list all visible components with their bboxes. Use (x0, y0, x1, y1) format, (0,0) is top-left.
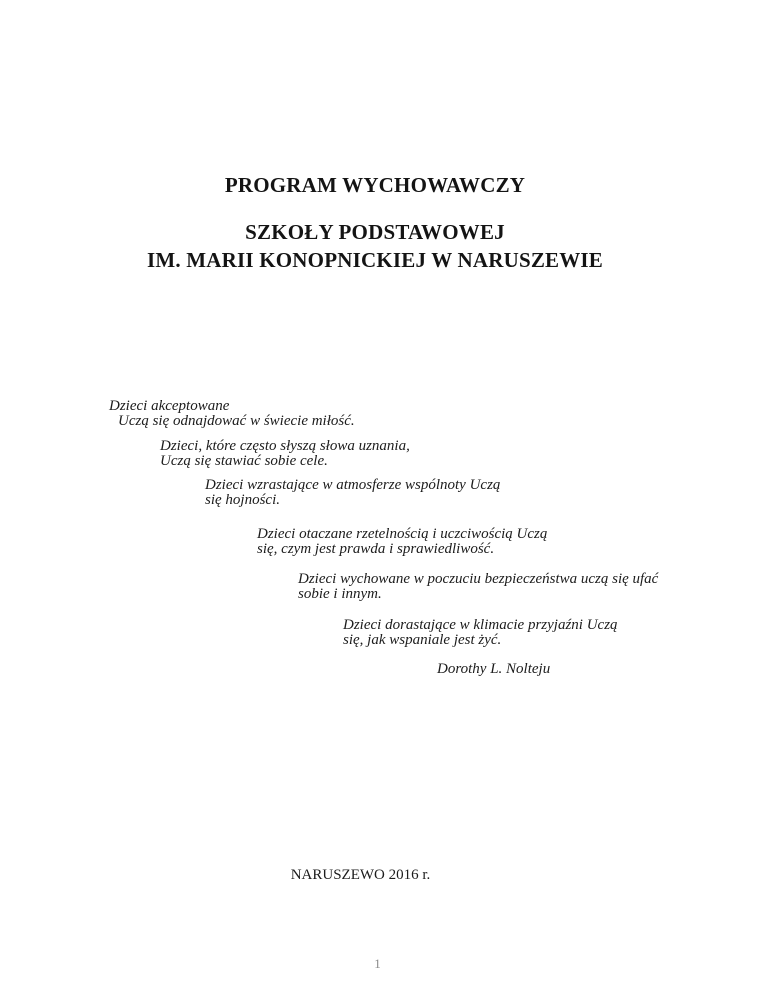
quote-line: Uczą się stawiać sobie cele. (160, 453, 328, 469)
document-title-block (0, 172, 750, 274)
quote-block (109, 399, 728, 677)
place-year-line: NARUSZEWO 2016 r. (290, 867, 431, 883)
quote-line: się hojności. (205, 492, 280, 508)
document-title-line-1: PROGRAM WYCHOWAWCZY (224, 173, 526, 197)
quote-stanza-5 (298, 572, 728, 602)
quote-line: Dzieci akceptowane (109, 398, 230, 414)
document-title-line-2: SZKOŁY PODSTAWOWEJ (245, 220, 505, 244)
quote-line: Dzieci wychowane w poczuciu bezpieczeństwa uczą się ufać (298, 571, 659, 587)
document-title-line-3: IM. MARII KONOPNICKIEJ W NARUSZEWIE (146, 248, 604, 272)
quote-stanza-6 (343, 618, 728, 648)
quote-line: Uczą się odnajdować w świecie miłość. (118, 413, 355, 429)
quote-line: Dzieci, które często słyszą słowa uznania, (160, 438, 410, 454)
quote-line: sobie i innym. (298, 586, 382, 602)
quote-stanza-4 (257, 527, 728, 557)
quote-line: się, jak wspaniale jest żyć. (343, 632, 502, 648)
quote-stanza-2 (160, 439, 728, 469)
quote-line: Dzieci otaczane rzetelnością i uczciwością Uczą (257, 526, 548, 542)
quote-stanza-3 (205, 478, 728, 508)
quote-attribution: Dorothy L. Nolteju (437, 661, 551, 677)
page-number: 1 (374, 956, 381, 971)
quote-line: się, czym jest prawda i sprawiedliwość. (257, 541, 495, 557)
quote-line: Dzieci wzrastające w atmosferze wspólnoty Uczą (205, 477, 501, 493)
quote-stanza-1 (109, 399, 728, 429)
quote-line: Dzieci dorastające w klimacie przyjaźni Uczą (343, 617, 618, 633)
